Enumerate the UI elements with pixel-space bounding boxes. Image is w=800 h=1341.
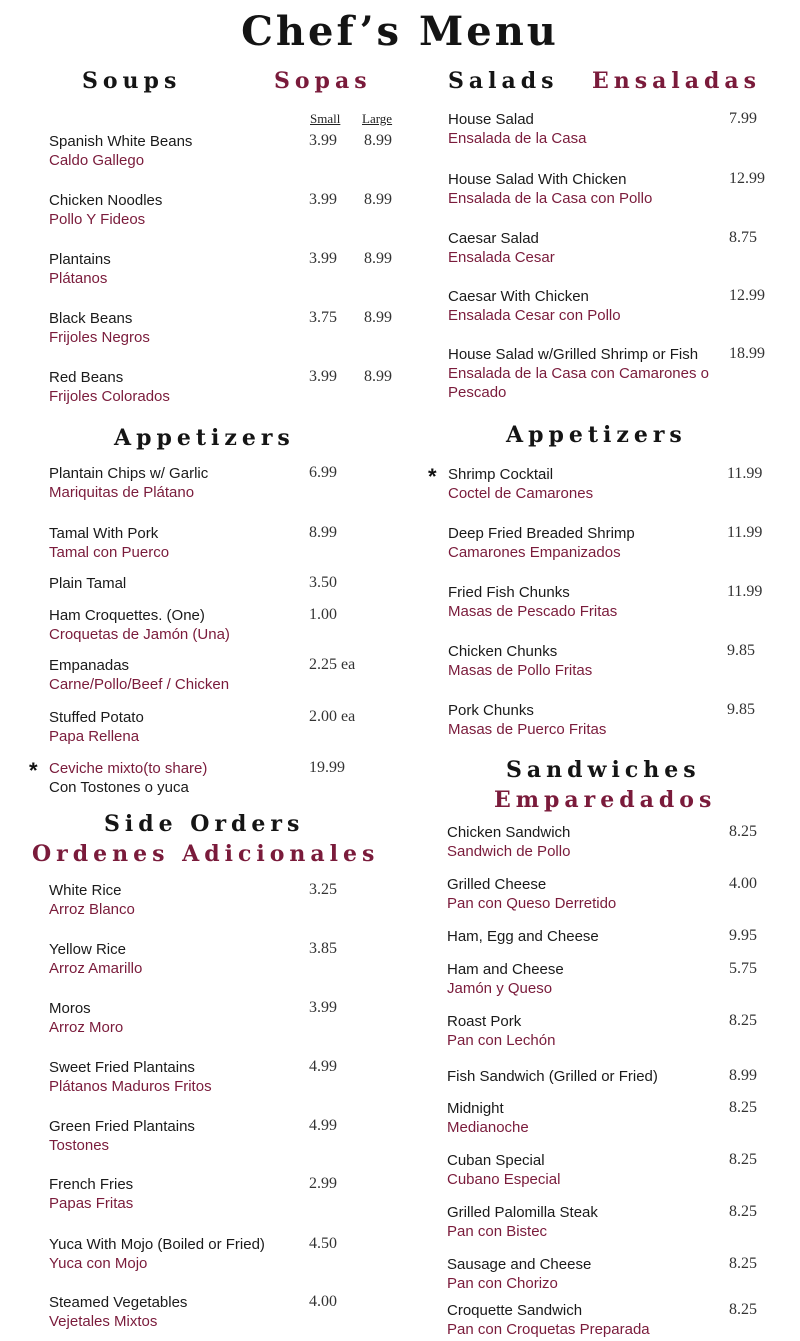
menu-item — [447, 1203, 717, 1241]
item-name: Red Beans — [49, 369, 124, 386]
item-name: Caesar With Chicken — [448, 288, 589, 305]
menu-item — [448, 642, 718, 680]
item-name: Caesar Salad — [448, 230, 539, 247]
menu-item — [447, 1067, 717, 1086]
item-name-spanish: Sandwich de Pollo — [447, 843, 571, 860]
star-marker: * — [29, 758, 38, 783]
item-name-spanish: Tostones — [49, 1137, 110, 1154]
menu-item — [448, 583, 718, 621]
item-name-spanish: Pan con Lechón — [447, 1032, 556, 1049]
menu-item — [49, 999, 319, 1037]
item-name: Spanish White Beans — [49, 133, 193, 150]
item-name-spanish: Papas Fritas — [49, 1195, 134, 1212]
item-name: Fish Sandwich (Grilled or Fried) — [447, 1068, 658, 1085]
menu-item — [447, 927, 717, 946]
item-name: Ham Croquettes. (One) — [49, 607, 205, 624]
item-name-spanish: Camarones Empanizados — [448, 544, 621, 561]
item-name-spanish: Carne/Pollo/Beef / Chicken — [49, 676, 230, 693]
item-name: Con Tostones o yuca — [49, 779, 189, 796]
soups-heading: Soups — [82, 68, 182, 94]
item-name-spanish: Vejetales Mixtos — [49, 1313, 158, 1330]
item-name-spanish: Arroz Moro — [49, 1019, 124, 1036]
item-price: 9.85 — [727, 701, 755, 718]
item-name-spanish: Masas de Puerco Fritas — [448, 721, 607, 738]
item-name-spanish: Pan con Bistec — [447, 1223, 548, 1240]
item-name: Pork Chunks — [448, 702, 534, 719]
menu-item — [49, 940, 319, 978]
item-price: 4.99 — [309, 1058, 337, 1075]
price-large: 8.99 — [364, 368, 392, 385]
menu-item — [49, 309, 319, 347]
item-price: 9.85 — [727, 642, 755, 659]
menu-item — [447, 1151, 717, 1189]
item-name-spanish: Ensalada Cesar con Pollo — [448, 307, 621, 324]
item-name-spanish: Masas de Pollo Fritas — [448, 662, 593, 679]
sandwiches-heading-spanish: Emparedados — [494, 787, 717, 813]
item-price: 8.25 — [729, 1012, 757, 1029]
item-name-spanish: Ensalada de la Casa — [448, 130, 587, 147]
item-price: 2.00 ea — [309, 708, 356, 725]
price-large: 8.99 — [364, 191, 392, 208]
menu-item — [448, 287, 728, 325]
menu-item — [448, 465, 718, 503]
menu-item — [448, 170, 728, 208]
item-name: Stuffed Potato — [49, 709, 144, 726]
soups-heading-spanish: Sopas — [274, 68, 372, 94]
item-price: 11.99 — [727, 465, 763, 482]
menu-item — [49, 881, 319, 919]
item-name-spanish: Arroz Amarillo — [49, 960, 143, 977]
menu-item — [447, 1301, 717, 1339]
item-name: House Salad — [448, 111, 534, 128]
menu-item — [447, 1012, 717, 1050]
item-name-spanish: Plátanos — [49, 270, 108, 287]
item-price: 12.99 — [729, 287, 765, 304]
menu-item — [49, 1175, 319, 1213]
item-name: Shrimp Cocktail — [448, 466, 554, 483]
item-price: 8.25 — [729, 823, 757, 840]
menu-item — [448, 229, 728, 267]
item-name-spanish: Ensalada Cesar — [448, 249, 555, 266]
item-name-spanish: Caldo Gallego — [49, 152, 145, 169]
item-name-spanish: Plátanos Maduros Fritos — [49, 1078, 212, 1095]
item-name-spanish: Pan con Chorizo — [447, 1275, 558, 1292]
item-name: Fried Fish Chunks — [448, 584, 570, 601]
item-price: 19.99 — [309, 759, 345, 776]
item-price: 8.75 — [729, 229, 757, 246]
star-marker: * — [428, 464, 437, 489]
price-large: 8.99 — [364, 250, 392, 267]
item-price: 11.99 — [727, 524, 763, 541]
menu-item — [447, 1255, 717, 1293]
item-name: White Rice — [49, 882, 122, 899]
menu-item — [49, 708, 319, 746]
side-orders-heading: Side Orders — [104, 811, 305, 837]
item-price: 8.99 — [309, 524, 337, 541]
price-small: 3.75 — [309, 309, 337, 326]
item-name: French Fries — [49, 1176, 134, 1193]
item-price: 2.25 ea — [309, 656, 356, 673]
item-name-spanish: Jamón y Queso — [447, 980, 553, 997]
menu-item — [49, 1293, 319, 1331]
item-name: Empanadas — [49, 657, 130, 674]
menu-item — [447, 960, 717, 998]
item-price: 3.25 — [309, 881, 337, 898]
item-price: 7.99 — [729, 110, 757, 127]
item-name: Cuban Special — [447, 1152, 545, 1169]
sandwiches-heading: Sandwiches — [506, 757, 701, 783]
item-price: 8.25 — [729, 1203, 757, 1220]
item-name: Grilled Palomilla Steak — [447, 1204, 598, 1221]
item-name: Ham, Egg and Cheese — [447, 928, 599, 945]
menu-item — [448, 110, 728, 148]
item-name-spanish: Tamal con Puerco — [49, 544, 170, 561]
item-price: 8.25 — [729, 1151, 757, 1168]
item-price: 8.25 — [729, 1255, 757, 1272]
menu-item — [447, 1099, 717, 1137]
item-name-spanish: Pan con Queso Derretido — [447, 895, 617, 912]
item-price: 2.99 — [309, 1175, 337, 1192]
salads-heading: Salads — [448, 68, 559, 94]
item-name-spanish: Papa Rellena — [49, 728, 140, 745]
price-large: 8.99 — [364, 132, 392, 149]
menu-item — [49, 1235, 319, 1273]
menu-item — [448, 524, 718, 562]
menu-item — [448, 345, 728, 402]
item-name: Yuca With Mojo (Boiled or Fried) — [49, 1236, 265, 1253]
item-name: Chicken Sandwich — [447, 824, 571, 841]
item-name-spanish: Yuca con Mojo — [49, 1255, 148, 1272]
item-name: Plantains — [49, 251, 111, 268]
appetizers-right-heading: Appetizers — [506, 422, 687, 448]
menu-item — [49, 759, 319, 797]
soups-col-large: Large — [362, 111, 393, 126]
item-name: Chicken Chunks — [448, 643, 558, 660]
item-price: 4.99 — [309, 1117, 337, 1134]
price-small: 3.99 — [309, 250, 337, 267]
item-name-spanish: Ensalada de la Casa con Camarones o Pescado — [448, 365, 709, 401]
item-name: Grilled Cheese — [447, 876, 547, 893]
price-small: 3.99 — [309, 368, 337, 385]
item-name: Yellow Rice — [49, 941, 126, 958]
item-name: Roast Pork — [447, 1013, 522, 1030]
item-name: House Salad w/Grilled Shrimp or Fish — [448, 346, 699, 363]
item-price: 18.99 — [729, 345, 765, 362]
item-name-spanish: Coctel de Camarones — [448, 485, 594, 502]
price-small: 3.99 — [309, 191, 337, 208]
item-name: House Salad With Chicken — [448, 171, 627, 188]
item-name: Chicken Noodles — [49, 192, 163, 209]
item-price: 1.00 — [309, 606, 337, 623]
item-name: Moros — [49, 1000, 91, 1017]
item-price: 4.00 — [309, 1293, 337, 1310]
soups-col-small: Small — [310, 111, 341, 126]
menu-item — [49, 368, 319, 406]
menu-item — [49, 250, 319, 288]
item-price: 11.99 — [727, 583, 763, 600]
item-name: Steamed Vegetables — [49, 1294, 188, 1311]
item-price: 8.25 — [729, 1301, 757, 1318]
menu-item — [447, 875, 717, 913]
item-name: Deep Fried Breaded Shrimp — [448, 525, 635, 542]
item-name: Tamal With Pork — [49, 525, 159, 542]
menu-item — [49, 191, 319, 229]
item-price: 4.50 — [309, 1235, 337, 1252]
item-name: Green Fried Plantains — [49, 1118, 195, 1135]
menu-item — [447, 823, 717, 861]
menu-item — [49, 1117, 319, 1155]
item-name: Ham and Cheese — [447, 961, 564, 978]
item-price: 6.99 — [309, 464, 337, 481]
menu-title: Chef’s Menu — [241, 8, 559, 55]
item-name-spanish: Pollo Y Fideos — [49, 211, 146, 228]
item-name-spanish: Croquetas de Jamón (Una) — [49, 626, 230, 643]
item-name: Plain Tamal — [49, 575, 127, 592]
menu-item — [49, 606, 319, 644]
item-name-spanish: Masas de Pescado Fritas — [448, 603, 618, 620]
item-name-spanish: Ensalada de la Casa con Pollo — [448, 190, 653, 207]
item-price: 3.99 — [309, 999, 337, 1016]
item-price: 9.95 — [729, 927, 757, 944]
item-name-spanish: Ceviche mixto(to share) — [49, 760, 208, 777]
item-name-spanish: Arroz Blanco — [49, 901, 135, 918]
menu-item — [49, 1058, 319, 1096]
item-name-spanish: Frijoles Colorados — [49, 388, 170, 405]
item-price: 5.75 — [729, 960, 757, 977]
item-name: Croquette Sandwich — [447, 1302, 583, 1319]
item-name-spanish: Medianoche — [447, 1119, 529, 1136]
item-name: Sweet Fried Plantains — [49, 1059, 195, 1076]
item-name: Black Beans — [49, 310, 133, 327]
menu-item — [49, 464, 319, 502]
item-price: 8.99 — [729, 1067, 757, 1084]
menu-item — [49, 132, 319, 170]
item-price: 3.85 — [309, 940, 337, 957]
menu-item — [49, 524, 319, 562]
appetizers-left-heading: Appetizers — [114, 425, 295, 451]
price-small: 3.99 — [309, 132, 337, 149]
item-price: 4.00 — [729, 875, 757, 892]
item-name: Midnight — [447, 1100, 504, 1117]
item-name-spanish: Cubano Especial — [447, 1171, 561, 1188]
menu-item — [49, 574, 319, 593]
item-name: Plantain Chips w/ Garlic — [49, 465, 209, 482]
item-price: 8.25 — [729, 1099, 757, 1116]
menu-item — [448, 701, 718, 739]
salads-heading-spanish: Ensaladas — [592, 68, 762, 94]
item-name-spanish: Pan con Croquetas Preparada — [447, 1321, 650, 1338]
menu-item — [49, 656, 319, 694]
item-name-spanish: Frijoles Negros — [49, 329, 150, 346]
item-name-spanish: Mariquitas de Plátano — [49, 484, 195, 501]
price-large: 8.99 — [364, 309, 392, 326]
item-price: 12.99 — [729, 170, 765, 187]
side-orders-heading-spanish: Ordenes Adicionales — [32, 841, 380, 867]
item-name: Sausage and Cheese — [447, 1256, 592, 1273]
item-price: 3.50 — [309, 574, 337, 591]
